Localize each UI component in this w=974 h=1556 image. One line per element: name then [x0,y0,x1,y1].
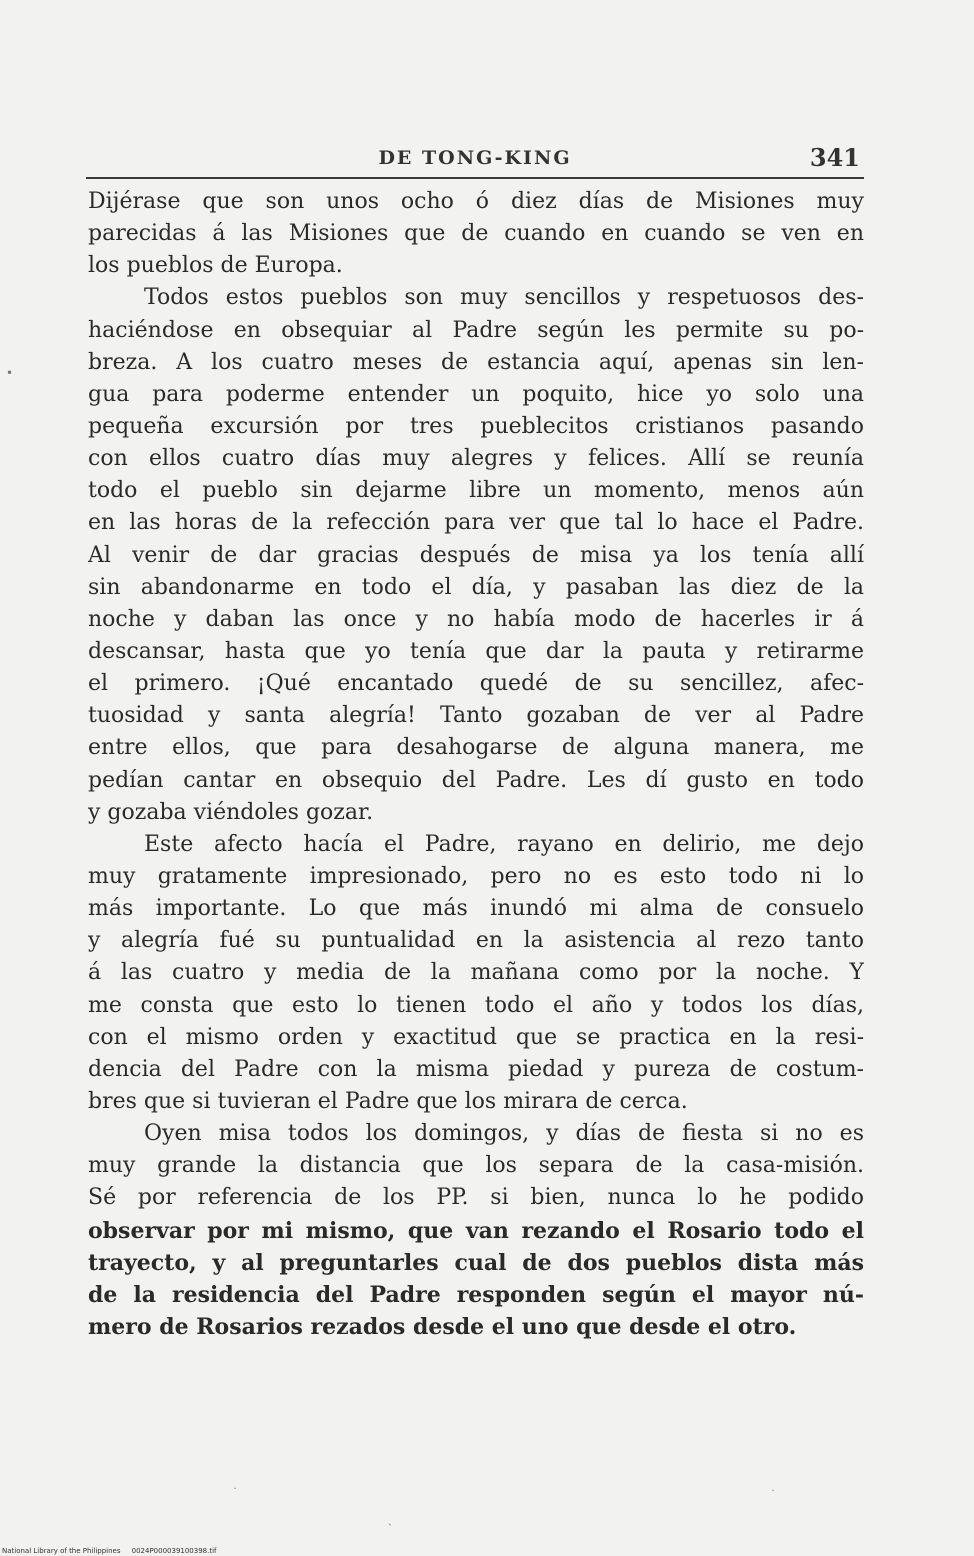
running-head [86,143,864,179]
text-line: me consta que esto lo tienen todo el año y todos los días, [88,992,864,1018]
text-line: pequeña excursión por tres pueblecitos cristianos pasando [88,413,864,439]
text-line: más importante. Lo que más inundó mi alma de consuelo [88,896,864,922]
text-line: gua para poderme entender un poquito, hice yo solo una [88,381,864,407]
text-line: mero de Rosarios rezados desde el uno que desde el otro. [88,1313,797,1340]
text-line: Dijérase que son unos ocho ó diez días de Misiones muy [88,189,864,214]
text-line: todo el pueblo sin dejarme libre un momento, menos aún [88,478,864,504]
text-line: pedían cantar en obsequio del Padre. Les dí gusto en todo [88,767,864,793]
text-line: Oyen misa todos los domingos, y días de fiesta si no es [144,1121,864,1147]
text-line: dencia del Padre con la misma piedad y pureza de costum- [88,1056,864,1082]
text-line: muy gratamente impresionado, pero no es esto todo ni lo [88,863,864,889]
text-line: Sé por referencia de los PP. si bien, nunca lo he podido [88,1185,864,1211]
text-line: parecidas á las Misiones que de cuando en cuando se ven en [88,221,864,247]
text-line: con el mismo orden y exactitud que se practica en la resi- [88,1024,864,1050]
text-line: haciéndose en obsequiar al Padre según les permite su po- [88,317,864,343]
text-line: Este afecto hacía el Padre, rayano en delirio, me dejo [144,831,864,857]
body-text [88,186,864,1343]
text-line: de la residencia del Padre responden según el mayor nú- [88,1281,864,1308]
page-number: 341 [809,143,860,172]
text-line: bres que si tuvieran el Padre que los mirara de cerca. [88,1088,688,1114]
text-line: los pueblos de Europa. [88,253,343,279]
text-line: Al venir de dar gracias después de misa ya los tenía allí [88,542,864,568]
text-line: trayecto, y al preguntarles cual de dos pueblos dista más [88,1249,864,1276]
text-line: breza. A los cuatro meses de estancia aquí, apenas sin len- [88,349,864,375]
footer-file-id: 0024P000039100398.tif [131,1547,217,1555]
text-line: muy grande la distancia que los separa de la casa-misión. [88,1153,864,1179]
text-line: el primero. ¡Qué encantado quedé de su sencillez, afec- [88,671,864,697]
margin-speck: • [6,366,14,380]
text-line: tuosidad y santa alegría! Tanto gozaban de ver al Padre [88,703,864,729]
text-line: descansar, hasta que yo tenía que dar la pauta y retirarme [88,638,864,664]
text-line: noche y daban las once y no había modo de hacerles ir á [88,606,864,632]
text-line: Todos estos pueblos son muy sencillos y respetuosos des- [144,285,864,311]
margin-speck: ˎ [388,1512,392,1526]
text-line: y gozaba viéndoles gozar. [88,799,374,825]
scan-footer [2,1547,217,1555]
margin-speck: ˙ [232,1486,238,1500]
text-line: observar por mi mismo, que van rezando el Rosario todo el [88,1217,864,1244]
text-line: entre ellos, que para desahogarse de alguna manera, me [88,735,864,761]
footer-source: National Library of the Philippines [2,1547,121,1555]
text-line: á las cuatro y media de la mañana como por la noche. Y [88,960,864,986]
text-line: con ellos cuatro días muy alegres y felices. Allí se reunía [88,446,864,472]
text-line: en las horas de la refección para ver que tal lo hace el Padre. [88,510,864,536]
text-line: sin abandonarme en todo el día, y pasaban las diez de la [88,574,864,600]
running-title: DE TONG-KING [378,147,572,169]
margin-speck: ˙ [770,1488,776,1502]
text-line: y alegría fué su puntualidad en la asistencia al rezo tanto [88,928,864,954]
